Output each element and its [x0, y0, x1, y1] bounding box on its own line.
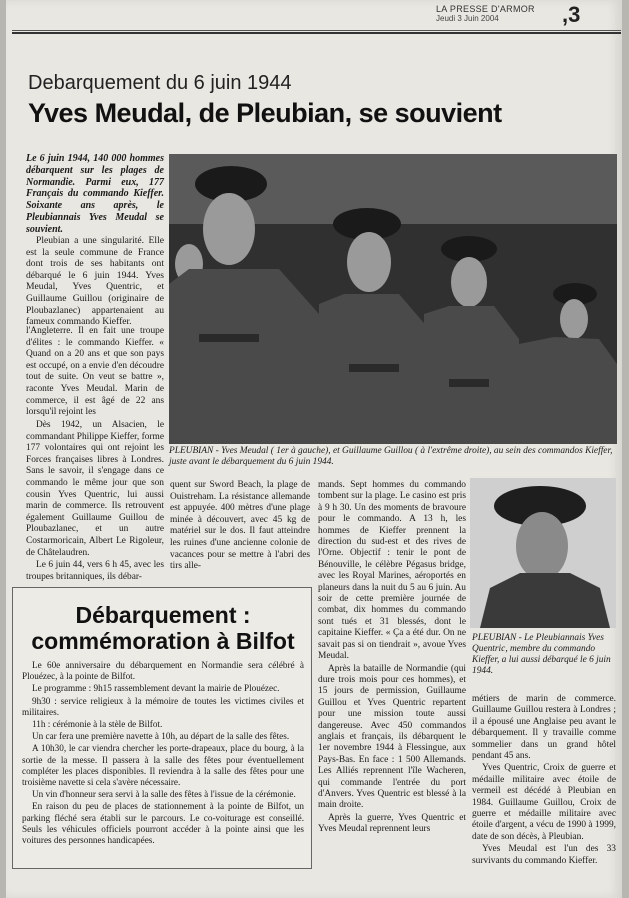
- paragraph: quent sur Sword Beach, la plage de Ouistreham. La résistance allemande est appuyée. 400 mètres d'une plage minée à découvert, avec 45 kg de matériel sur le dos. Il faut atteindre les ruines d'une ancienne colonie de vacances pour se mettre à l'abri des tirs alle-: [170, 480, 310, 572]
- header-rule: [12, 30, 621, 31]
- commando-photo: [169, 154, 617, 444]
- paragraph: métiers de marin de commerce. Guillaume Guillou restera à Londres ; il a épousé une Anglaise peu avant le débarquement. Il y travaille comme sommelier dans un grand hôtel pendant 45 ans.: [472, 694, 616, 762]
- article-column-1-mid: [26, 326, 164, 420]
- article-column-1-b: [26, 420, 164, 584]
- paragraph: Un car fera une première navette à 10h, au départ de la salle des fêtes.: [32, 731, 290, 742]
- article-lead: Le 6 juin 1944, 140 000 hommes débarquent sur les plages de Normandie. Parmi eux, 177 Français du commando Kieffer. Soixante ans après, le Pleubiannais Yves Meudal se souvient.: [26, 153, 164, 235]
- article-column-4: [472, 694, 616, 868]
- article-column-2: [170, 480, 310, 574]
- commemoration-text: [22, 660, 304, 847]
- paragraph: Le 60e anniversaire du débarquement en Normandie sera célébré à Plouézec, à la pointe de Bilfot.: [22, 660, 304, 682]
- paragraph: 11h : cérémonie à la stèle de Bilfot.: [32, 719, 163, 730]
- photo-caption: PLEUBIAN - Yves Meudal ( 1er à gauche), et Guillaume Guillou ( à l'extrême droite), au sein des commandos Kieffer, juste avant le débarquement du 6 juin 1944.: [169, 446, 613, 467]
- commando-photo-illustration: [169, 154, 617, 444]
- paragraph: l'Angleterre. Il en fait une troupe d'élites : le commando Kieffer. « Quand on a 20 ans et que son pays est occupé, on a envie d'en découdre tout de suite. On veut se battre », raconte Yves Meudal. Marin de commerce, il est âgé de 22 ans lorsqu'il rejoint les: [26, 326, 164, 418]
- paragraph: mands. Sept hommes du commando tombent sur la plage. Le casino est pris à 9 h 30. Un des moments de bravoure pour le commando. A 13 h, les hommes de Kieffer prennent la direction du sud-est et des rives de l'Orne. Objectif : tenir le pont de Bénouville, le célèbre Pégasus bridge, avec les Royal Marines, aéroportés en planeurs dans la nuit du 5 au 6 juin. Au soir de cette première journée de combat, dix hommes du commando sont tués et 31 blessés, dont le capitaine Kieffer. « Ça a été dur. On ne savait pas si on tiendrait », avoue Yves Meudal.: [318, 480, 466, 662]
- paragraph: Le programme : 9h15 rassemblement devant la mairie de Plouézec.: [32, 683, 280, 694]
- quentric-portrait: [470, 478, 616, 628]
- commemoration-title: Débarquement : commémoration à Bilfot: [31, 602, 295, 654]
- portrait-caption: PLEUBIAN - Le Pleubiannais Yves Quentric, membre du commando Kieffer, a lui aussi débarqué le 6 juin 1944.: [472, 633, 611, 676]
- page-header: [436, 4, 535, 23]
- paragraph: Après la guerre, Yves Quentric et Yves Meudal reprennent leurs: [318, 812, 466, 835]
- paragraph: Yves Quentric, Croix de guerre et médaille militaire avec étoile de vermeil est décédé à Pleubian en 1984. Guillaume Guillou, Croix de guerre et médaille militaire avec étoile d'argent, a vécu de 1990 à 1999, date de son décès, à Pleubian.: [472, 763, 616, 842]
- paragraph: Un vin d'honneur sera servi à la salle des fêtes à l'issue de la cérémonie.: [32, 789, 296, 800]
- paragraph: Pleubian a une singularité. Elle est la seule commune de France dont trois de ses habitants ont débarqué le 6 juin 1944. Yves Meudal, Yves Quentric, et Guillaume Guillou (originaire de Ploubazlanec) appartenaient au fameux commando Kieffer.: [26, 235, 164, 328]
- article-headline: Yves Meudal, de Pleubian, se souvient: [28, 98, 502, 128]
- publication-name: LA PRESSE D'ARMOR: [436, 4, 535, 14]
- paragraph: A 10h30, le car viendra chercher les porte-drapeaux, place du bourg, à la sortie de la messe. Il passera à la salle des fêtes pour éventuellement compléter les places disponibles. Il reviendra à la salle des fêtes pour une troisième navette si cela s'avère nécessaire.: [22, 743, 304, 788]
- page-number: ,3: [562, 2, 581, 27]
- paragraph: Dès 1942, un Alsacien, le commandant Philippe Kieffer, forme 177 volontaires qui ont rejoint les Forces françaises libres à Londres. Sans le savoir, il s'engage dans ce commando le même jour que son cousin Yves Quentric, lui aussi marin de commerce. Ils retrouvent également Guillaume Guillou de Ploubazlanec, et un autre Costarmoricain, Albert Le Rigoleur, de Châtelaudren.: [26, 420, 164, 558]
- portrait-illustration: [470, 478, 616, 628]
- paragraph: Yves Meudal est l'un des 33 survivants du commando Kieffer.: [472, 844, 616, 866]
- paragraph: 9h30 : service religieux à la mémoire de toutes les victimes civiles et militaires.: [22, 695, 304, 717]
- article-kicker: Debarquement du 6 juin 1944: [28, 72, 292, 94]
- header-rule-thick: [12, 32, 621, 34]
- article-column-1: [26, 235, 164, 329]
- article-column-3: [318, 480, 466, 837]
- paragraph: Après la bataille de Normandie (qui dure trois mois pour ces hommes), et 15 jours de permission, Guillaume Guillou et Yves Quentric repartent pour une mission toute aussi dangereuse. Avec 450 commandos anglais et français, ils débarquent le 1er novembre 1944 à Flessingue, aux Pays-Bas. En face : 1 500 Allemands. Les Alliés reprennent l'île Wacheren, qui commande l'entrée du port d'Anvers. Yves Quentric est blessé à la main droite.: [318, 663, 466, 811]
- paragraph: Le 6 juin 44, vers 6 h 45, avec les troupes britanniques, ils débar-: [26, 560, 164, 582]
- paragraph: En raison du peu de places de stationnement à la pointe de Bilfot, un parking fléché sera établi sur le parcours. Le co-voiturage est conseillé. Seuls les véhicules officiels pourront accéder à la pointe ainsi que les voitures des personnes handicapées.: [22, 801, 304, 846]
- publication-date: Jeudi 3 Juin 2004: [436, 14, 499, 23]
